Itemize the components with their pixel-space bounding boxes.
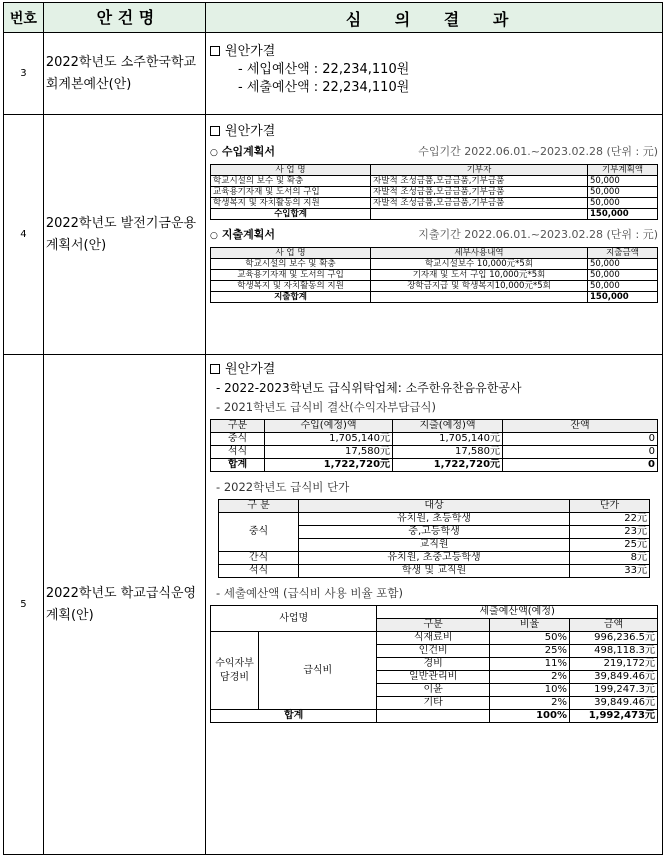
table-row bbox=[4, 3, 663, 33]
budget-table bbox=[210, 605, 658, 723]
table-cell bbox=[206, 115, 663, 355]
table-cell: 17,580元 bbox=[393, 446, 503, 459]
row-3-no: 3 bbox=[4, 33, 44, 115]
table-row bbox=[219, 565, 650, 578]
table-header-cell: 세출예산액(예정) bbox=[377, 606, 658, 619]
table-cell: 498,118.3元 bbox=[570, 645, 658, 658]
budget-heading: - 세출예산액 (급식비 사용 비율 포함) bbox=[216, 586, 403, 600]
table-header-cell: 구 분 bbox=[219, 500, 299, 513]
table-cell: 50,000 bbox=[588, 270, 658, 281]
row-4-result-title: 원안가결 bbox=[210, 123, 658, 141]
table-cell: 50,000 bbox=[588, 259, 658, 270]
table-header-cell: 금액 bbox=[570, 619, 658, 632]
table-cell: 23元 bbox=[570, 526, 650, 539]
table-row bbox=[219, 552, 650, 565]
table-cell: 합계 bbox=[211, 459, 265, 472]
table-cell: 1,705,140元 bbox=[393, 433, 503, 446]
table-header-cell: 대상 bbox=[299, 500, 570, 513]
table-cell: 1,722,720元 bbox=[265, 459, 393, 472]
table-cell: 학교시설의 보수 및 확충 bbox=[211, 176, 371, 187]
table-cell: 50,000 bbox=[588, 281, 658, 292]
table-row bbox=[211, 248, 658, 259]
row-5-no: 5 bbox=[4, 355, 44, 855]
table-row bbox=[211, 165, 658, 176]
table-row bbox=[211, 259, 658, 270]
header-no: 번호 bbox=[4, 3, 44, 33]
header-item: 안 건 명 bbox=[43, 3, 205, 33]
price-heading: - 2022학년도 급식비 단가 bbox=[216, 480, 350, 494]
table-header-cell: 지출금액 bbox=[588, 248, 658, 259]
row-3-line-1: - 세입예산액 : 22,234,110원 bbox=[238, 62, 410, 77]
table-header-cell: 세부사용내역 bbox=[371, 248, 588, 259]
table-header-cell: 사 업 명 bbox=[211, 248, 371, 259]
table-cell: 학생복지 및 자치활동의 지원 bbox=[211, 281, 371, 292]
table-cell: 11% bbox=[490, 658, 570, 671]
table-cell: 경비 bbox=[377, 658, 490, 671]
table-cell bbox=[377, 710, 490, 723]
table-cell: 기타 bbox=[377, 697, 490, 710]
table-cell: 일반관리비 bbox=[377, 671, 490, 684]
income-heading: ○ 수입계획서 수입기간 2022.06.01.~2023.02.28 (단위 : 元) bbox=[210, 145, 658, 158]
table-cell: 중식 bbox=[219, 513, 299, 552]
table-cell: 33元 bbox=[570, 565, 650, 578]
table-row bbox=[211, 632, 658, 645]
table-cell: 수입합계 bbox=[211, 209, 371, 220]
table-cell: 합계 bbox=[211, 710, 377, 723]
table-cell: 자발적 조성금품,모금금품,기부금품 bbox=[371, 187, 588, 198]
checkbox-square-icon bbox=[210, 46, 220, 56]
table-cell: 50,000 bbox=[588, 176, 658, 187]
table-row bbox=[211, 187, 658, 198]
table-header-cell: 수입(예정)액 bbox=[265, 420, 393, 433]
table-cell: 10% bbox=[490, 684, 570, 697]
table-cell: 100% bbox=[490, 710, 570, 723]
table-cell bbox=[371, 292, 588, 303]
table-cell: 199,247.3元 bbox=[570, 684, 658, 697]
table-cell: 석식 bbox=[211, 446, 265, 459]
table-cell: 급식비 bbox=[259, 632, 377, 710]
table-cell: 39,849.46元 bbox=[570, 697, 658, 710]
table-cell: 학생 및 교직원 bbox=[299, 565, 570, 578]
circle-bullet-icon: ○ bbox=[210, 231, 218, 241]
checkbox-square-icon bbox=[210, 364, 220, 374]
table-cell: 유치원, 초중고등학생 bbox=[299, 552, 570, 565]
table-row bbox=[211, 198, 658, 209]
income-table bbox=[210, 164, 658, 220]
table-cell bbox=[206, 355, 663, 855]
table-header-cell: 기부자 bbox=[371, 165, 588, 176]
table-cell: 중,고등학생 bbox=[299, 526, 570, 539]
table-cell: 장학금지급 및 학생복지10,000元*5회 bbox=[371, 281, 588, 292]
row-3-result-title: 원안가결 bbox=[210, 43, 658, 61]
table-cell: 0 bbox=[503, 446, 658, 459]
row-3-title: 2022학년도 소주한국학교회계본예산(안) bbox=[43, 33, 205, 115]
circle-bullet-icon: ○ bbox=[210, 148, 218, 158]
table-cell: 150,000 bbox=[588, 292, 658, 303]
row-5-result-title: 원안가결 bbox=[210, 361, 658, 379]
table-cell: 교직원 bbox=[299, 539, 570, 552]
table-cell: 수익자부담경비 bbox=[211, 632, 259, 710]
table-cell: 자발적 조성금품,모금금품,기부금품 bbox=[371, 198, 588, 209]
unit-price-table bbox=[218, 499, 650, 578]
settle-heading: - 2021학년도 급식비 결산(수익자부담급식) bbox=[216, 400, 437, 414]
table-cell: 996,236.5元 bbox=[570, 632, 658, 645]
table-cell: 50,000 bbox=[588, 187, 658, 198]
table-cell: 교육용기자재 및 도서의 구입 bbox=[211, 187, 371, 198]
table-cell: 학교시설의 보수 및 확충 bbox=[211, 259, 371, 270]
table-cell: 219,172元 bbox=[570, 658, 658, 671]
row-5-title: 2022학년도 학교급식운영계획(안) bbox=[43, 355, 205, 855]
table-row bbox=[4, 355, 663, 855]
table-cell: 25% bbox=[490, 645, 570, 658]
table-cell: 지출합계 bbox=[211, 292, 371, 303]
table-header-cell: 단가 bbox=[570, 500, 650, 513]
table-cell: 학교시설보수 10,000元*5회 bbox=[371, 259, 588, 270]
table-cell: 0 bbox=[503, 433, 658, 446]
table-row bbox=[219, 500, 650, 513]
checkbox-square-icon bbox=[210, 126, 220, 136]
table-header-cell: 구분 bbox=[377, 619, 490, 632]
table-row bbox=[211, 420, 658, 433]
table-header-cell: 구분 bbox=[211, 420, 265, 433]
table-cell: 2% bbox=[490, 697, 570, 710]
table-cell bbox=[206, 33, 663, 115]
row-3-line-2: - 세출예산액 : 22,234,110원 bbox=[238, 80, 410, 95]
table-header-cell: 기부계획액 bbox=[588, 165, 658, 176]
table-cell: 50% bbox=[490, 632, 570, 645]
table-cell: 39,849.46元 bbox=[570, 671, 658, 684]
table-row bbox=[211, 281, 658, 292]
settlement-table bbox=[210, 419, 658, 472]
row-4-title: 2022학년도 발전기금운용계획서(안) bbox=[43, 115, 205, 355]
table-cell: 22元 bbox=[570, 513, 650, 526]
table-row bbox=[211, 176, 658, 187]
contractor-line: - 2022-2023학년도 급식위탁업체: 소주한유찬음유한공사 bbox=[216, 381, 522, 395]
table-cell: 50,000 bbox=[588, 198, 658, 209]
table-cell: 8元 bbox=[570, 552, 650, 565]
table-cell: 석식 bbox=[219, 565, 299, 578]
table-cell: 1,705,140元 bbox=[265, 433, 393, 446]
table-header-cell: 사 업 명 bbox=[211, 165, 371, 176]
table-cell: 간식 bbox=[219, 552, 299, 565]
table-header-cell: 지출(예정)액 bbox=[393, 420, 503, 433]
table-header-cell: 사업명 bbox=[211, 606, 377, 632]
table-row bbox=[4, 33, 663, 115]
table-row bbox=[211, 433, 658, 446]
table-cell: 학생복지 및 자치활동의 지원 bbox=[211, 198, 371, 209]
table-cell: 150,000 bbox=[588, 209, 658, 220]
table-row bbox=[211, 209, 658, 220]
table-cell: 식재료비 bbox=[377, 632, 490, 645]
table-header-cell: 비율 bbox=[490, 619, 570, 632]
header-result: 심 의 결 과 bbox=[206, 3, 663, 33]
table-row bbox=[211, 710, 658, 723]
table-row bbox=[211, 606, 658, 619]
deliberation-table bbox=[3, 2, 663, 855]
expense-heading: ○ 지출계획서 지출기간 2022.06.01.~2023.02.28 (단위 : 元) bbox=[210, 228, 658, 241]
table-cell: 이윤 bbox=[377, 684, 490, 697]
table-cell: 자발적 조성금품,모금금품,기부금품 bbox=[371, 176, 588, 187]
table-cell: 1,722,720元 bbox=[393, 459, 503, 472]
table-cell: 교육용기자재 및 도서의 구입 bbox=[211, 270, 371, 281]
table-cell: 2% bbox=[490, 671, 570, 684]
table-cell: 인건비 bbox=[377, 645, 490, 658]
row-4-no: 4 bbox=[4, 115, 44, 355]
table-row bbox=[4, 115, 663, 355]
table-header-cell: 잔액 bbox=[503, 420, 658, 433]
table-row bbox=[211, 270, 658, 281]
table-cell: 유치원, 초등학생 bbox=[299, 513, 570, 526]
table-cell: 중식 bbox=[211, 433, 265, 446]
table-cell: 0 bbox=[503, 459, 658, 472]
table-cell: 25元 bbox=[570, 539, 650, 552]
table-cell: 17,580元 bbox=[265, 446, 393, 459]
expense-table bbox=[210, 247, 658, 303]
table-cell: 1,992,473元 bbox=[570, 710, 658, 723]
table-row bbox=[211, 292, 658, 303]
table-row bbox=[211, 459, 658, 472]
table-row bbox=[211, 446, 658, 459]
table-cell bbox=[371, 209, 588, 220]
table-cell: 기자재 및 도서 구입 10,000元*5회 bbox=[371, 270, 588, 281]
table-row bbox=[219, 513, 650, 526]
